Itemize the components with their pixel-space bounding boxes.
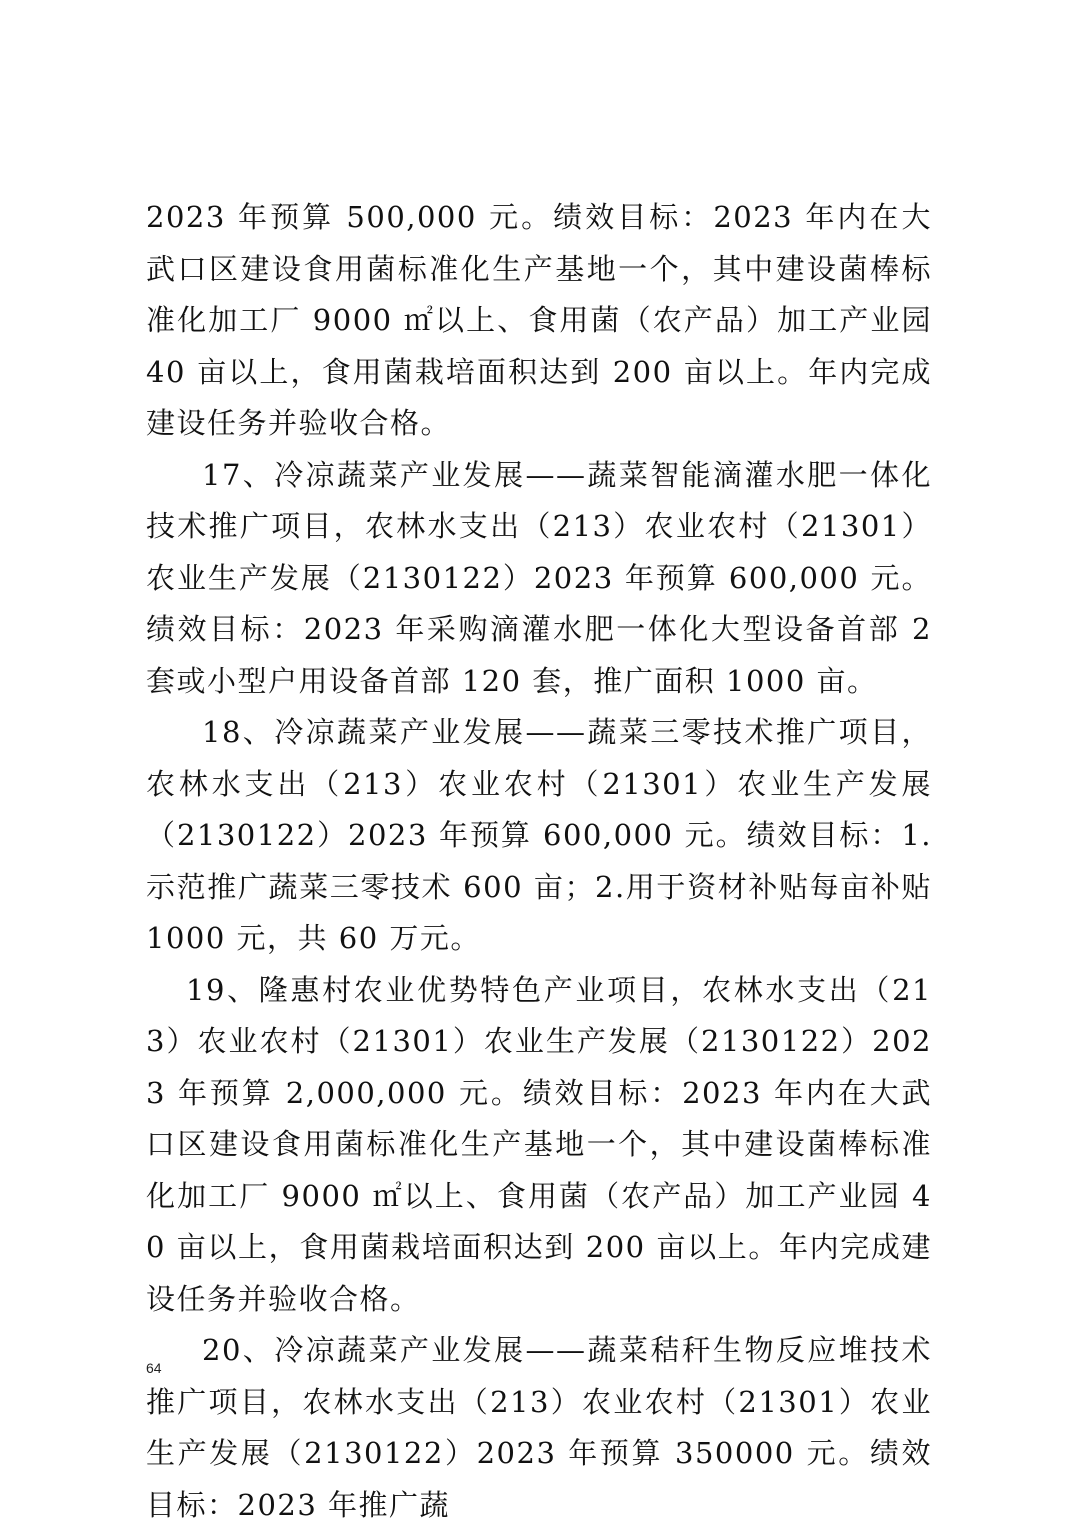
paragraph-item-17: 17、冷凉蔬菜产业发展——蔬菜智能滴灌水肥一体化技术推广项目，农林水支出（213）农业农村（21301）农业生产发展（2130122）2023 年预算 600,000 元。绩效目标：2023 年采购滴灌水肥一体化大型设备首部 2 套或小型户用设备首部 120 套，推广面积 1000 亩。: [146, 457, 932, 698]
body-text: [146, 192, 932, 1531]
paragraph-item-18: 18、冷凉蔬菜产业发展——蔬菜三零技术推广项目，农林水支出（213）农业农村（21301）农业生产发展（2130122）2023 年预算 600,000 元。绩效目标：1.示范推广蔬菜三零技术 600 亩；2.用于资材补贴每亩补贴 1000 元，共 60 万元。: [146, 715, 932, 955]
paragraph-item-20: 20、冷凉蔬菜产业发展——蔬菜秸秆生物反应堆技术推广项目，农林水支出（213）农业农村（21301）农业生产发展（2130122）2023 年预算 350000 元。绩效目标：2023 年推广蔬: [146, 1333, 932, 1522]
paragraph-continuation: 2023 年预算 500,000 元。绩效目标：2023 年内在大武口区建设食用菌标准化生产基地一个，其中建设菌棒标准化加工厂 9000 ㎡以上、食用菌（农产品）加工产业园 40 亩以上，食用菌栽培面积达到 200 亩以上。年内完成建设任务并验收合格。: [146, 200, 932, 440]
paragraph-item-19: 19、隆惠村农业优势特色产业项目，农林水支出（213）农业农村（21301）农业生产发展（2130122）2023 年预算 2,000,000 元。绩效目标：2023 年内在大武口区建设食用菌标准化生产基地一个，其中建设菌棒标准化加工厂 9000 ㎡以上、食用菌（农产品）加工产业园 40 亩以上，食用菌栽培面积达到 200 亩以上。年内完成建设任务并验收合格。: [146, 972, 932, 1316]
page-number: 64: [146, 1360, 162, 1376]
